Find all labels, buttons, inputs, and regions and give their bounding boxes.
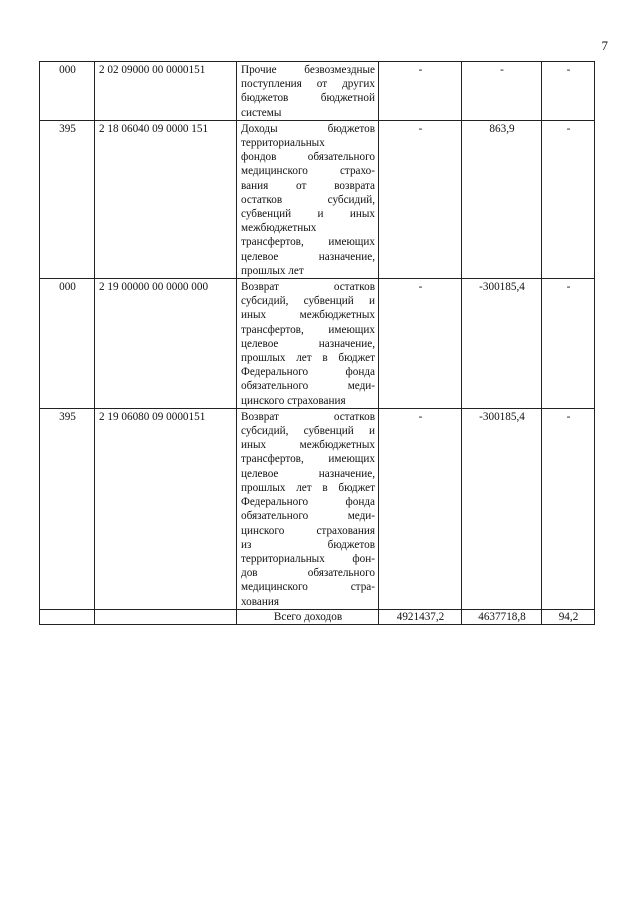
revenue-name-cell (237, 408, 379, 609)
total-empty-cell (95, 609, 237, 624)
revenue-name-line: Возврат остатков (241, 281, 375, 294)
fact-amount-cell: -300185,4 (462, 408, 542, 609)
revenue-name-line: Возврат остатков (241, 410, 375, 423)
revenue-name-line: остатков субсидий, (241, 193, 375, 206)
total-fact: 4637718,8 (462, 609, 542, 624)
revenue-name-line: Прочие безвозмездные (241, 64, 375, 76)
admin-code-cell: 395 (40, 408, 95, 609)
fact-amount-cell: -300185,4 (462, 279, 542, 409)
revenue-name-line: иных межбюджетных (241, 309, 375, 322)
revenue-name-line: медицинского страхо- (241, 165, 375, 178)
revenue-name-line: медицинского стра- (241, 581, 375, 594)
revenue-name-line: Федерального фонда (241, 496, 375, 509)
revenue-name-line: системы (241, 106, 282, 119)
budget-classification-code-cell: 2 02 09000 00 0000151 (95, 62, 237, 121)
total-plan: 4921437,2 (379, 609, 462, 624)
total-row (40, 609, 595, 624)
budget-classification-code-cell: 2 19 06080 09 0000151 (95, 408, 237, 609)
revenue-name-line: трансфертов, имеющих (241, 323, 375, 336)
revenue-name-cell (237, 120, 379, 278)
revenue-name-cell (237, 62, 379, 121)
fact-amount-cell: - (462, 62, 542, 121)
percent-cell: - (542, 279, 595, 409)
revenue-name-line: территориальных фон- (241, 552, 375, 565)
table-row (40, 408, 595, 609)
table-row (40, 62, 595, 121)
revenue-name-line: Федерального фонда (241, 366, 375, 379)
plan-amount-cell: - (379, 408, 462, 609)
percent-cell: - (542, 408, 595, 609)
revenue-name-line: цинского страхования (241, 394, 346, 407)
revenue-name-line: иных межбюджетных (241, 439, 375, 452)
revenue-name-line: вания от возврата (241, 179, 375, 192)
revenue-name-line: прошлых лет в бюджет (241, 481, 375, 494)
revenue-name-line: трансфертов, имеющих (241, 236, 375, 249)
revenue-name-line: фондов обязательного (241, 151, 375, 164)
admin-code-cell: 000 (40, 279, 95, 409)
table-body (40, 62, 595, 625)
budget-classification-code-cell: 2 19 00000 00 0000 000 (95, 279, 237, 409)
table-row (40, 120, 595, 278)
revenue-name-line: межбюджетных (241, 222, 317, 235)
revenue-name-line: цинского страхования (241, 524, 375, 537)
revenue-name-line: трансфертов, имеющих (241, 453, 375, 466)
revenue-name-line: субсидий, субвенций и (241, 295, 375, 308)
admin-code-cell: 000 (40, 62, 95, 121)
revenue-name-line: субсидий, субвенций и (241, 425, 375, 438)
revenue-name-line: хования (241, 595, 279, 608)
revenue-name-line: целевое назначение, (241, 467, 375, 480)
page-number: 7 (601, 38, 608, 53)
revenue-name-line: прошлых лет (241, 264, 304, 277)
table-row (40, 279, 595, 409)
revenue-name-line: поступления от других (241, 78, 375, 91)
total-empty-cell (40, 609, 95, 624)
revenue-name-line: обязательного меди- (241, 380, 375, 393)
revenue-table (39, 61, 595, 625)
budget-classification-code-cell: 2 18 06040 09 0000 151 (95, 120, 237, 278)
total-percent: 94,2 (542, 609, 595, 624)
fact-amount-cell: 863,9 (462, 120, 542, 278)
revenue-name-line: Доходы бюджетов (241, 122, 375, 135)
plan-amount-cell: - (379, 62, 462, 121)
plan-amount-cell: - (379, 279, 462, 409)
revenue-name-line: территориальных (241, 137, 325, 150)
percent-cell: - (542, 62, 595, 121)
total-label: Всего доходов (237, 609, 379, 624)
percent-cell: - (542, 120, 595, 278)
revenue-name-line: дов обязательного (241, 567, 375, 580)
admin-code-cell: 395 (40, 120, 95, 278)
revenue-name-line: субвенций и иных (241, 208, 375, 221)
revenue-name-line: целевое назначение, (241, 250, 375, 263)
revenue-name-line: целевое назначение, (241, 337, 375, 350)
revenue-name-cell (237, 279, 379, 409)
revenue-name-line: из бюджетов (241, 538, 375, 551)
plan-amount-cell: - (379, 120, 462, 278)
revenue-name-line: прошлых лет в бюджет (241, 352, 375, 365)
revenue-name-line: обязательного меди- (241, 510, 375, 523)
revenue-name-line: бюджетов бюджетной (241, 92, 375, 105)
